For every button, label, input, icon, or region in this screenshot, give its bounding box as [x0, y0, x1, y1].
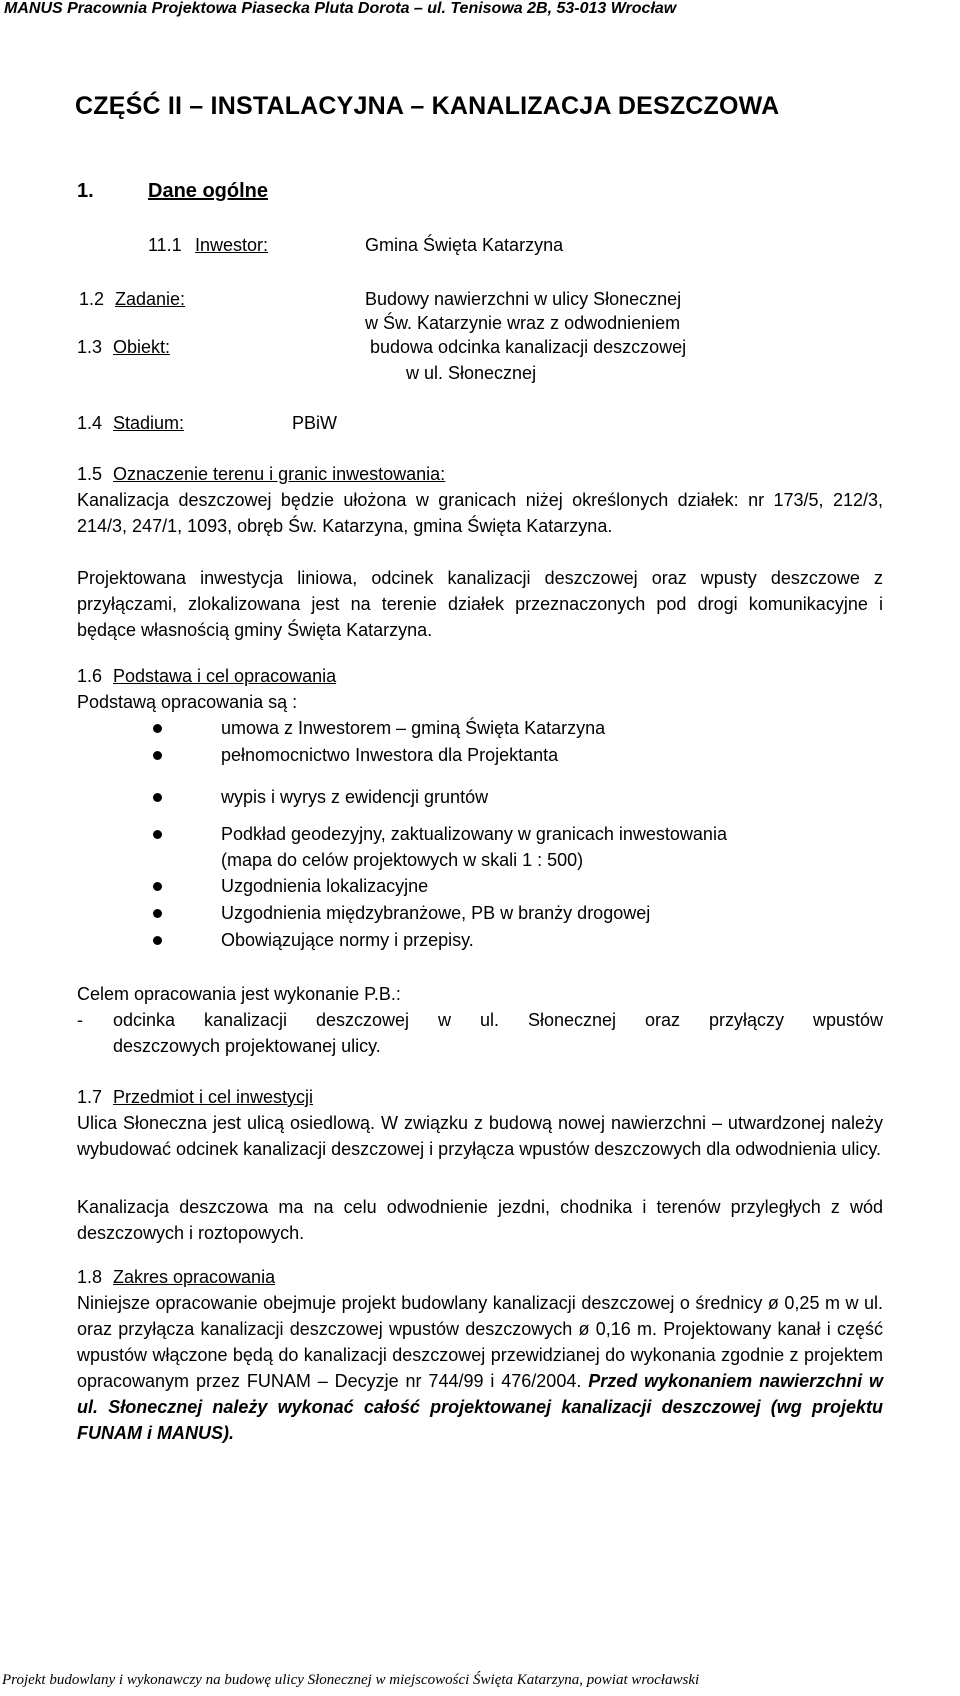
bullet-dot — [153, 793, 162, 802]
bullet-item: wypis i wyrys z ewidencji gruntów — [221, 787, 489, 807]
bullet-item: umowa z Inwestorem – gminą Święta Katarzyna — [221, 718, 606, 738]
s12-value-line1: Budowy nawierzchni w ulicy Słonecznej — [365, 289, 682, 309]
s15-paragraph-2: Projektowana inwestycja liniowa, odcinek kanalizacji deszczowej oraz wpusty deszczowe z przyłączami, zlokalizowana jest na terenie działek przeznaczonych pod drogi komunikacyjne i będące własnością gminy Święta Katarzyna. — [77, 568, 883, 640]
s18-number: 1.8 — [77, 1267, 103, 1287]
s12-value-line2: w Św. Katarzynie wraz z odwodnieniem — [365, 313, 681, 333]
s18-paragraph-text: Niniejsze opracowanie obejmuje projekt budowlany kanalizacji deszczowej o średnicy ø 0,25 m w ul. oraz przyłącza kanalizacji deszczowej wpustów deszczowych ø 0,16 m. Projektowany kanał i część wpustów włączone będą do kanalizacji deszczowej przewidzianej do wykonania zgodnie z projektem opracowanym przez FUNAM – Decyzje nr 744/99 i 476/2004. — [77, 1293, 883, 1391]
bullet-item: Podkład geodezyjny, zaktualizowany w granicach inwestowania — [221, 824, 727, 844]
document-title: CZĘŚĆ II – INSTALACYJNA – KANALIZACJA DESZCZOWA — [75, 92, 780, 120]
s13-number: 1.3 — [77, 337, 103, 357]
s16-intro: Podstawą opracowania są : — [77, 692, 298, 712]
page-header: MANUS Pracownia Projektowa Piasecka Pluta Dorota – ul. Tenisowa 2B, 53-013 Wrocław — [4, 0, 677, 17]
s13-label: Obiekt: — [113, 337, 171, 357]
s11-value: Gmina Święta Katarzyna — [365, 235, 564, 255]
bullet-dot — [153, 724, 162, 733]
s11-label: Inwestor: — [195, 235, 269, 255]
bullet-dot — [153, 751, 162, 760]
s13-value-line1: budowa odcinka kanalizacji deszczowej — [370, 337, 687, 357]
s18-paragraph — [77, 1290, 883, 1446]
bullet-item: Uzgodnienia międzybranżowe, PB w branży drogowej — [221, 903, 651, 923]
section-1-heading: Dane ogólne — [148, 180, 269, 202]
bullet-dot — [153, 882, 162, 891]
s17-paragraph-2: Kanalizacja deszczowa ma na celu odwodnienie jezdni, chodnika i terenów przyległych z wód deszczowych i roztopowych. — [77, 1197, 883, 1243]
s16-heading: Podstawa i cel opracowania — [113, 666, 337, 686]
s11-number: 11.1 — [148, 235, 182, 255]
s18-paragraph-emphasis: Przed wykonaniem nawierzchni w ul. Słonecznej należy wykonać całość projektowanej kanalizacji deszczowej (wg projektu FUNAM i MANUS). — [77, 1371, 883, 1443]
bullet-dot — [153, 909, 162, 918]
s15-number: 1.5 — [77, 464, 103, 484]
s12-label: Zadanie: — [115, 289, 186, 309]
s14-label: Stadium: — [113, 413, 185, 433]
s16-goal-intro: Celem opracowania jest wykonanie P.B.: — [77, 984, 401, 1004]
s12-number: 1.2 — [79, 289, 105, 309]
s17-heading: Przedmiot i cel inwestycji — [113, 1087, 314, 1107]
bullet-dot — [153, 936, 162, 945]
s15-paragraph-1: Kanalizacja deszczowej będzie ułożona w granicach niżej określonych działek: nr 173/5, 212/3, 214/3, 247/1, 1093, obręb Św. Katarzyna, gmina Święta Katarzyna. — [77, 490, 883, 536]
s14-value: PBiW — [292, 413, 337, 433]
bullet-item: pełnomocnictwo Inwestora dla Projektanta — [221, 745, 559, 765]
page-footer: Projekt budowlany i wykonawczy na budowę ulicy Słonecznej w miejscowości Święta Katarzyna, powiat wrocławski — [2, 1672, 700, 1688]
s14-number: 1.4 — [77, 413, 103, 433]
section-1-number: 1. — [77, 180, 94, 202]
bullet-item: Uzgodnienia lokalizacyjne — [221, 876, 429, 896]
bullet-item: Obowiązujące normy i przepisy. — [221, 930, 474, 950]
s17-number: 1.7 — [77, 1087, 103, 1107]
s16-goal-line-1: odcinka kanalizacji deszczowej w ul. Słonecznej oraz przyłączy wpustów — [113, 1010, 883, 1030]
s13-value-line2: w ul. Słonecznej — [406, 363, 537, 383]
s16-goal-line-2: deszczowych projektowanej ulicy. — [113, 1036, 381, 1056]
bullet-item-continuation: (mapa do celów projektowych w skali 1 : 500) — [221, 850, 584, 870]
s15-heading: Oznaczenie terenu i granic inwestowania: — [113, 464, 446, 484]
s16-goal-dash: - — [77, 1010, 83, 1030]
s16-number: 1.6 — [77, 666, 103, 686]
bullet-dot — [153, 830, 162, 839]
s18-heading: Zakres opracowania — [113, 1267, 276, 1287]
s17-paragraph-1: Ulica Słoneczna jest ulicą osiedlową. W związku z budową nowej nawierzchni – utwardzonej należy wybudować odcinek kanalizacji deszczowej i przyłącza wpustów deszczowych dla odwodnienia ulicy. — [77, 1113, 883, 1159]
